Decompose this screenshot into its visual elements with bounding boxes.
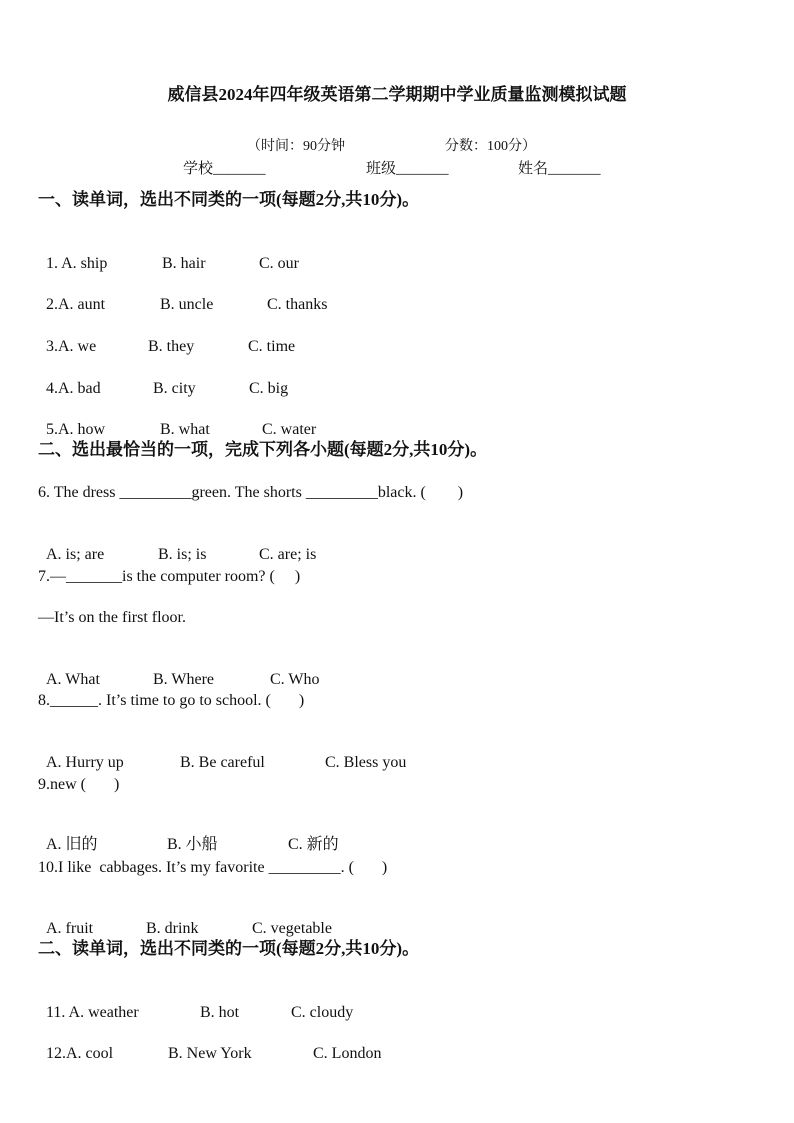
option-a: A. Hurry up [46, 754, 124, 771]
question-8: 8.______. It’s time to go to school. ( ) [38, 692, 305, 709]
question-6-options [38, 525, 316, 565]
option-c: C. Who [270, 671, 320, 688]
option-b: B. hot [200, 1004, 240, 1021]
option-c: C. thanks [267, 296, 328, 313]
question-4 [38, 359, 288, 399]
option-c: C. vegetable [252, 920, 332, 937]
option-a: 5.A. how [46, 421, 106, 438]
option-b: B. drink [146, 920, 199, 937]
option-a: 1. A. ship [46, 255, 108, 272]
question-6: 6. The dress _________green. The shorts _________black. ( ) [38, 484, 464, 501]
exam-meta [240, 117, 536, 157]
option-a: 2.A. aunt [46, 296, 106, 313]
option-a: A. What [46, 671, 100, 688]
option-a: 11. A. weather [46, 1004, 139, 1021]
question-7-options [38, 650, 319, 690]
option-a: A. fruit [46, 920, 94, 937]
option-b: B. 小船 [167, 836, 218, 853]
question-10: 10.I like cabbages. It’s my favorite _________. ( ) [38, 859, 388, 876]
option-b: B. is; is [158, 546, 207, 563]
class-field: 班级_______ [366, 161, 449, 177]
question-10-options [38, 899, 332, 939]
option-a: 4.A. bad [46, 380, 101, 397]
option-b: B. city [153, 380, 196, 397]
option-c: C. 新的 [288, 836, 339, 853]
option-c: C. are; is [259, 546, 317, 563]
option-c: C. big [249, 380, 289, 397]
option-b: B. they [148, 338, 195, 355]
exam-score: 分数：100分） [445, 139, 536, 154]
section-2-heading: 二、选出最恰当的一项，完成下列各小题(每题2分,共10分)。 [38, 440, 488, 459]
option-c: C. water [262, 421, 317, 438]
section-1-heading: 一、读单词，选出不同类的一项(每题2分,共10分)。 [38, 190, 420, 209]
option-b: B. hair [162, 255, 206, 272]
question-12 [38, 1024, 381, 1064]
question-3 [38, 317, 295, 357]
question-2 [38, 275, 327, 315]
question-11 [38, 983, 353, 1023]
question-7: 7.—_______is the computer room? ( ) [38, 568, 301, 585]
question-9: 9.new ( ) [38, 776, 120, 793]
option-b: B. Where [153, 671, 215, 688]
option-c: C. cloudy [291, 1004, 354, 1021]
section-3-heading: 二、读单词，选出不同类的一项(每题2分,共10分)。 [38, 939, 420, 958]
school-field: 学校_______ [183, 161, 266, 177]
question-8-options [38, 733, 406, 773]
option-a: A. 旧的 [46, 836, 98, 853]
question-7-reply: —It’s on the first floor. [38, 609, 186, 626]
option-a: 12.A. cool [46, 1045, 114, 1062]
option-a: A. is; are [46, 546, 105, 563]
exam-time: （时间：90分钟 [247, 139, 345, 154]
option-c: C. our [259, 255, 299, 272]
option-b: B. what [160, 421, 210, 438]
question-5 [38, 400, 316, 440]
question-1 [38, 234, 299, 274]
option-c: C. time [248, 338, 296, 355]
name-field: 姓名_______ [518, 161, 601, 177]
option-c: C. Bless you [325, 754, 407, 771]
page-title: 威信县2024年四年级英语第二学期期中学业质量监测模拟试题 [167, 85, 627, 104]
option-b: B. uncle [160, 296, 214, 313]
option-a: 3.A. we [46, 338, 97, 355]
option-b: B. Be careful [180, 754, 265, 771]
option-c: C. London [313, 1045, 382, 1062]
question-9-options [38, 815, 339, 855]
option-b: B. New York [168, 1045, 252, 1062]
